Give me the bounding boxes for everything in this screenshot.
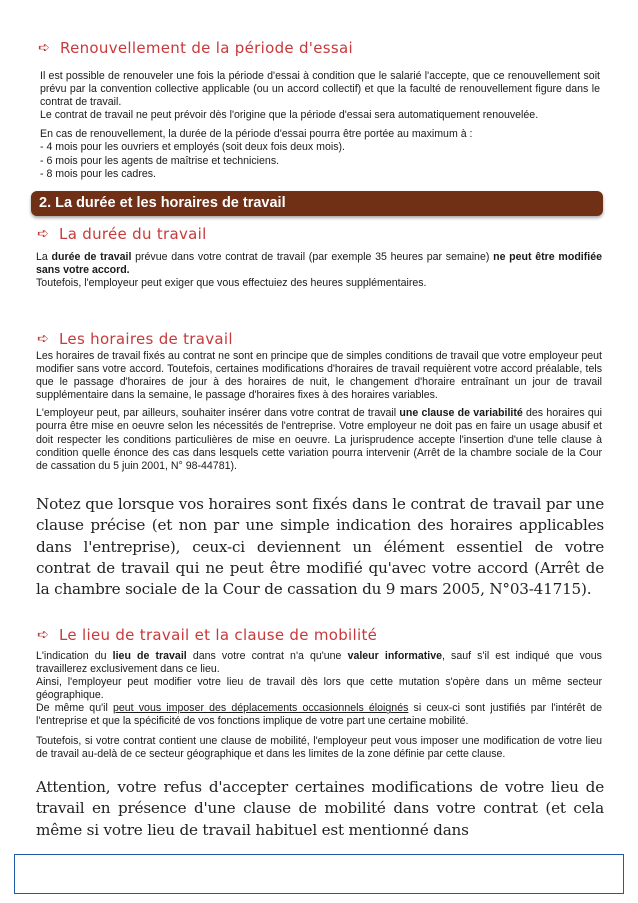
attention-paragraph: Attention, votre refus d'accepter certaines modifications de votre lieu de travail en présence d'une clause de mobilité dans votre contrat (et cela même si votre lieu de travail habituel est mentionné dans [36, 778, 604, 839]
lieu-paragraph: L'indication du lieu de travail dans votre contrat n'a qu'une valeur informative, sauf s'il est indiqué que vous travaillerez exclusivement dans ce lieu. Ainsi, l'employeur peut modifier votre lieu de travail dès lors que cette mutation s'opère dans un même secteur géographique. De même qu'il peut vous imposer des déplacements occasionnels éloignés si ceux-ci sont justifiés par l'intérêt de l'entreprise et que la spécificité de vos fonctions implique de votre part une certaine mobilité. Toutefois, si votre contrat contient une clause de mobilité, l'employeur peut vous imposer une modification de votre lieu de travail au-delà de ce secteur géographique et dans les limites de la zone définie par cette clause. [36, 650, 602, 760]
section-title-bar [31, 191, 603, 216]
subheading-renouvellement: ➪ Renouvellement de la période d'essai [38, 39, 353, 57]
arrow-icon: ➪ [37, 331, 50, 347]
footer-box [14, 854, 624, 894]
arrow-icon: ➪ [37, 627, 50, 643]
section-title: 2. La durée et les horaires de travail [39, 195, 286, 211]
subheading-duree: ➪ La durée du travail [37, 225, 207, 243]
subheading-lieu: ➪ Le lieu de travail et la clause de mobilité [37, 626, 378, 644]
duree-paragraph: La durée de travail prévue dans votre contrat de travail (par exemple 35 heures par semaine) ne peut être modifiée sans votre accord. Toutefois, l'employeur peut exiger que vous effectuiez des heures supplémentaires. [36, 251, 602, 290]
subheading-horaires: ➪ Les horaires de travail [37, 330, 233, 348]
arrow-icon: ➪ [37, 226, 50, 242]
horaires-paragraph: Les horaires de travail fixés au contrat ne sont en principe que de simples conditions de travail que votre employeur peut modifier sans votre accord. Toutefois, certaines modifications d'horaires de travail requièrent votre accord préalable, tels que le passage d'horaires de jour à des horaires de nuit, le changement d'horaire entraînant un jour de travail supplémentaire dans la semaine, le passage d'horaires fixes à des horaires variables. L'employeur peut, par ailleurs, souhaiter insérer dans votre contrat de travail une clause de variabilité des horaires qui pourra être mise en oeuvre selon les nécessités de l'entreprise. Votre employeur ne doit pas en faire un usage abusif et doit respecter les conditions particulières de mise en oeuvre. La jurisprudence accepte l'insertion d'une telle clause à condition quelle énonce des cas dans lesquels cette variation pourra intervenir (Arrêt de la chambre sociale de la Cour de cassation du 5 juin 2001, N° 98-44781). [36, 350, 602, 472]
arrow-icon: ➪ [38, 40, 51, 56]
renouvellement-paragraph: Il est possible de renouveler une fois la période d'essai à condition que le salarié l'accepte, que ce renouvellement soit prévu par la convention collective applicable (ou un accord collectif) et que la faculté de renouvellement figure dans le contrat de travail. Le contrat de travail ne peut prévoir dès l'origine que la période d'essai sera automatiquement renouvelée. En cas de renouvellement, la durée de la période d'essai pourra être portée au maximum à : - 4 mois pour les ouvriers et employés (soit deux fois deux mois). - 6 mois pour les agents de maîtrise et techniciens. - 8 mois pour les cadres. [40, 70, 600, 180]
note-paragraph: Notez que lorsque vos horaires sont fixés dans le contrat de travail par une clause précise (et non par une simple indication des horaires applicables dans l'entreprise), ceux-ci deviennent un élément essentiel de votre contrat de travail qui ne peut être modifié qu'avec votre accord (Arrêt de la chambre sociale de la Cour de cassation du 9 mars 2005, N°03-41715). [36, 495, 604, 599]
